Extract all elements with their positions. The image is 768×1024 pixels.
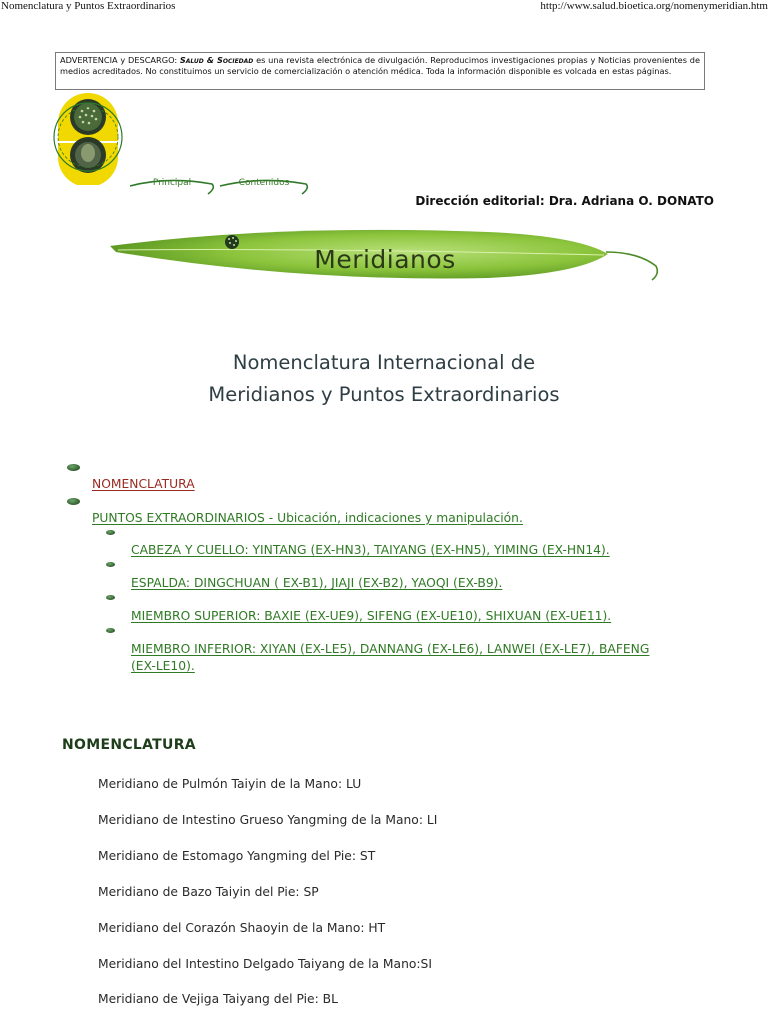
toc-link-miembro-superior[interactable]: MIEMBRO SUPERIOR: BAXIE (EX-UE9), SIFENG (EX-UE10), SHIXUAN (EX-UE11). [131, 609, 612, 623]
disclaimer-box [55, 52, 705, 90]
print-header [0, 0, 768, 14]
nav-tab-contenidos[interactable] [218, 176, 310, 198]
disclaimer-text: es una revista electrónica de divulgación. Reproducimos investigaciones propias y Noticias provenientes de medios acreditados. No constituimos un servicio de comercialización o atención médica. Toda la información disponible es volcada en estas páginas. [60, 55, 700, 77]
toc-link-miembro-inferior[interactable]: MIEMBRO INFERIOR: XIYAN (EX-LE5), DANNANG (EX-LE6), LANWEI (EX-LE7), BAFENG [131, 642, 650, 656]
toc-link-espalda[interactable]: ESPALDA: DINGCHUAN ( EX-B1), JIAJI (EX-B2), YAOQI (EX-B9). [131, 576, 503, 590]
bullet-icon [106, 562, 115, 567]
nav-tab-principal[interactable] [128, 176, 216, 198]
editorial-credit: Dirección editorial: Dra. Adriana O. DONATO [415, 194, 714, 208]
brand-name: Salud & Sociedad [179, 55, 254, 65]
meridian-item: Meridiano del Corazón Shaoyin de la Mano: HT [98, 921, 386, 935]
section-heading-nomenclatura: NOMENCLATURA [62, 737, 196, 753]
print-header-url: http://www.salud.bioetica.org/nomenymeridian.htm [540, 0, 768, 12]
meridian-item: Meridiano de Estomago Yangming del Pie: ST [98, 849, 376, 863]
toc-link-cabeza-cuello[interactable]: CABEZA Y CUELLO: YINTANG (EX-HN3), TAIYANG (EX-HN5), YIMING (EX-HN14). [131, 543, 610, 557]
meridian-item: Meridiano de Bazo Taiyin del Pie: SP [98, 885, 319, 899]
toc-link-miembro-inferior-cont[interactable]: (EX-LE10). [131, 659, 195, 673]
nav-contenidos-link[interactable]: Contenidos [238, 178, 290, 188]
disclaimer-lead: ADVERTENCIA y DESCARGO: [60, 55, 180, 65]
meridian-item: Meridiano de Pulmón Taiyin de la Mano: LU [98, 777, 362, 791]
bullet-icon [106, 595, 115, 600]
toc-link-puntos-extraordinarios[interactable]: PUNTOS EXTRAORDINARIOS - Ubicación, indicaciones y manipulación. [92, 511, 523, 525]
site-logo[interactable] [52, 93, 124, 185]
page-title-line2: Meridianos y Puntos Extraordinarios [208, 383, 560, 406]
bullet-icon [106, 530, 115, 535]
meridian-item: Meridiano de Intestino Grueso Yangming de la Mano: LI [98, 813, 438, 827]
page-title-line1: Nomenclatura Internacional de [232, 351, 536, 374]
banner-title: Meridianos [314, 245, 456, 274]
bullet-icon [67, 464, 80, 471]
bullet-icon [106, 628, 115, 633]
meridian-item: Meridiano de Vejiga Taiyang del Pie: BL [98, 992, 338, 1006]
print-header-title: Nomenclatura y Puntos Extraordinarios [1, 0, 176, 12]
meridian-item: Meridiano del Intestino Delgado Taiyang de la Mano:SI [98, 957, 432, 971]
nav-principal-link[interactable]: Principal [152, 178, 192, 188]
bullet-icon [67, 498, 80, 505]
toc-link-nomenclatura[interactable]: NOMENCLATURA [92, 477, 195, 491]
